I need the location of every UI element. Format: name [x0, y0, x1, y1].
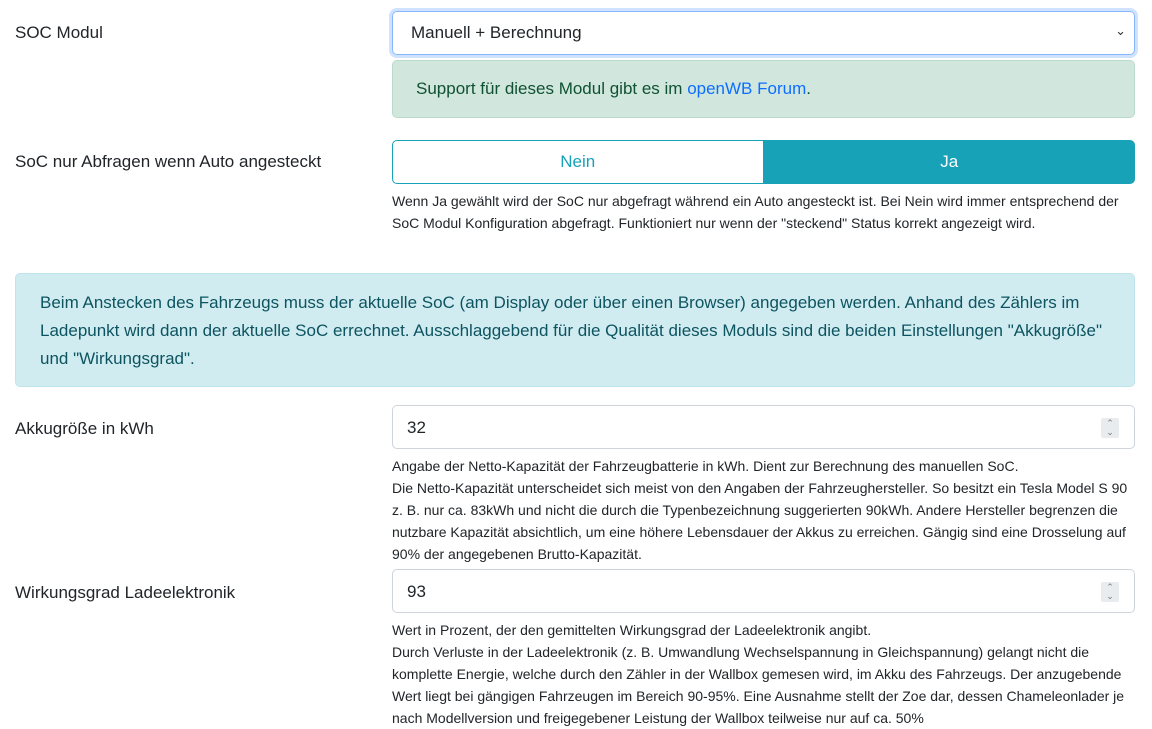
efficiency-help-1: Wert in Prozent, der den gemittelten Wirkungsgrad der Ladeelektronik angibt.: [392, 622, 872, 638]
efficiency-label: Wirkungsgrad Ladeelektronik: [15, 583, 236, 602]
battery-input[interactable]: 32 ⌃ ⌄: [392, 405, 1135, 449]
plugged-only-toggle: [392, 140, 1135, 184]
plugged-only-help: Wenn Ja gewählt wird der SoC nur abgefragt während ein Auto angesteckt ist. Bei Nein wird immer entsprechend der SoC Modul Konfiguration abgefragt. Funktioniert nur wenn der "steckend" Status korrekt angezeigt wird.: [392, 193, 1119, 231]
soc-module-label: SOC Modul: [15, 23, 103, 42]
spinner-icon[interactable]: ⌃ ⌄: [1101, 418, 1119, 438]
openwb-forum-link[interactable]: openWB Forum: [687, 79, 807, 98]
option-nein-button[interactable]: Nein: [392, 140, 764, 184]
battery-help-2: Die Netto-Kapazität unterscheidet sich meist von den Angaben der Fahrzeughersteller. So besitzt ein Tesla Model S 90 z. B. nur ca. 83kWh und nicht die durch die Typenbezeichnung suggerierten 90kWh. Andere Hersteller begrenzen die nutzbare Kapazität absichtlich, um eine höhere Lebensdauer der Akkus zu erreichen. Gängig sind eine Drosselung auf 90% der angegebenen Brutto-Kapazität.: [392, 480, 1128, 562]
option-ja-button[interactable]: Ja: [764, 140, 1136, 184]
spinner-icon[interactable]: ⌃ ⌄: [1101, 582, 1119, 602]
support-alert: Support für dieses Modul gibt es im openWB Forum.: [392, 60, 1135, 118]
battery-label: Akkugröße in kWh: [15, 419, 154, 438]
efficiency-input[interactable]: 93 ⌃ ⌄: [392, 569, 1135, 613]
info-alert: Beim Anstecken des Fahrzeugs muss der aktuelle SoC (am Display oder über einen Browser) angegeben werden. Anhand des Zählers im Ladepunkt wird dann der aktuelle SoC errechnet. Ausschlaggebend für die Qualität dieses Moduls sind die beiden Einstellungen "Akkugröße" und "Wirkungsgrad".: [15, 273, 1135, 387]
soc-module-select[interactable]: [392, 11, 1135, 55]
battery-help-1: Angabe der Netto-Kapazität der Fahrzeugbatterie in kWh. Dient zur Berechnung des manuellen SoC.: [392, 458, 1019, 474]
soc-module-selected: Manuell + Berechnung: [411, 23, 582, 42]
plugged-only-label: SoC nur Abfragen wenn Auto angesteckt: [15, 152, 322, 171]
efficiency-help-2: Durch Verluste in der Ladeelektronik (z. B. Umwandlung Wechselspannung in Gleichspannung) gelangt nicht die komplette Energie, welche durch den Zähler in der Wallbox gemesen wird, im Akku des Fahrzeugs. Der anzugebende Wert liegt bei gängigen Fahrzeugen im Bereich 90-95%. Eine Ausnahme stellt der Zoe dar, dessen Chameleonlader je nach Modellversion und freigegebener Leistung der Wallbox teilweise nur auf ca. 50%: [392, 644, 1125, 726]
chevron-down-icon: ⌄: [1115, 23, 1126, 38]
